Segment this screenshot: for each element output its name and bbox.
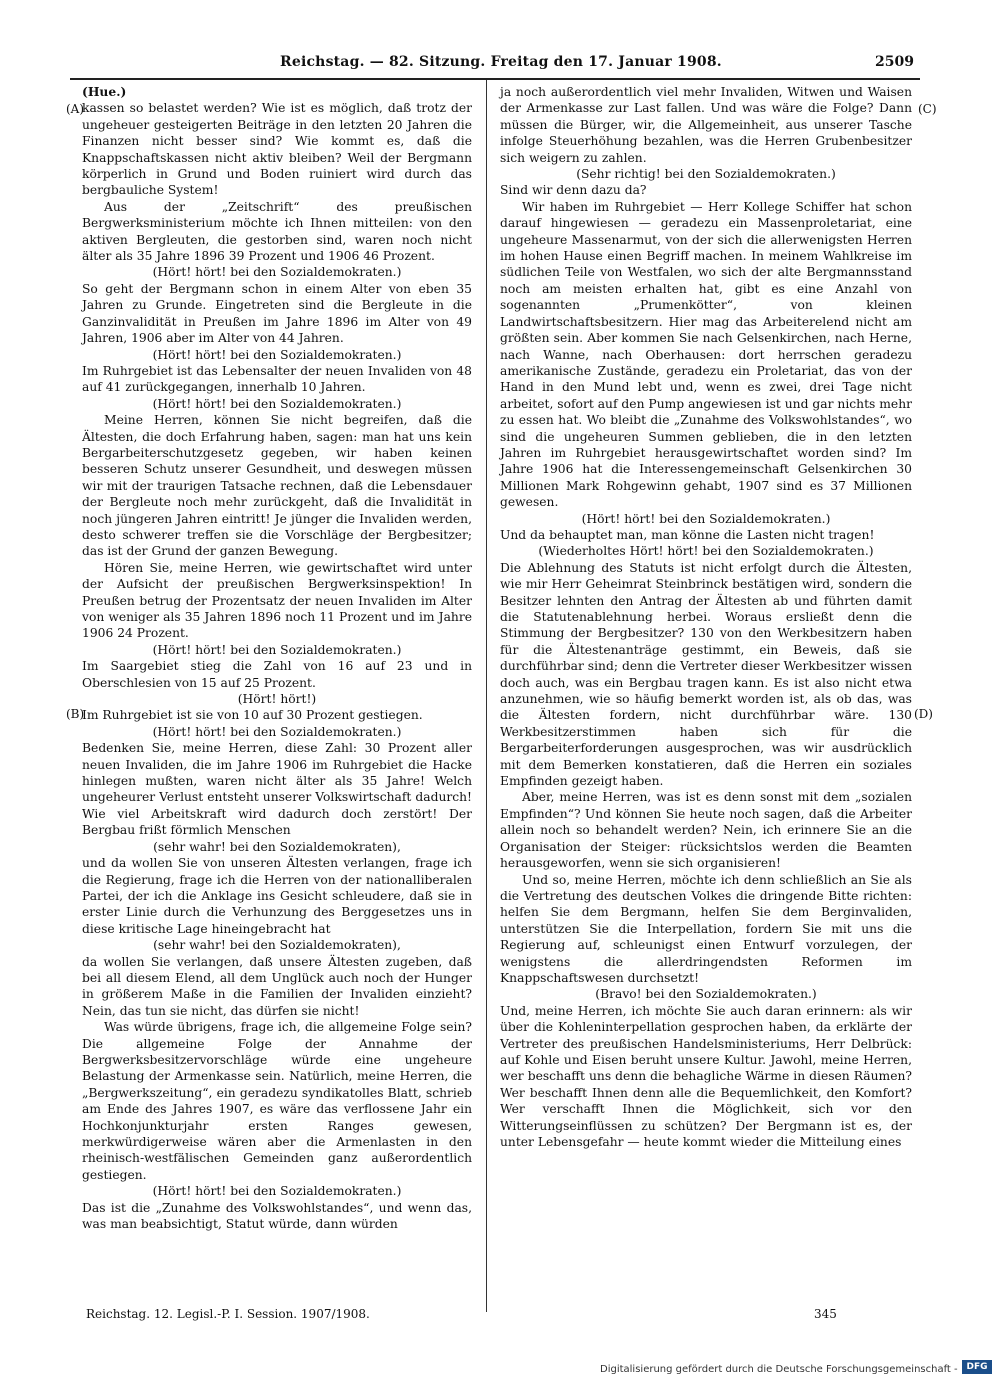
page-header xyxy=(70,52,920,80)
margin-mark-b: (B) xyxy=(66,707,85,721)
dfg-logo: DFG xyxy=(962,1360,992,1374)
right-paragraph: Und so, meine Herren, möchte ich denn schließlich an Sie als die Vertretung des deutschen Volkes die dringende Bitte richten: helfen Sie dem Bergmann, helfen Sie dem Berginvaliden, unterstützen Sie die Interpellation, fordern Sie mit uns die Regierung auf, schleunigst einen Entwurf vorzulegen, der wenigstens die allerdringendsten Reformen im Knappschaftswesen durchsetzt! xyxy=(500,872,912,985)
right-interjection: (Wiederholtes Hört! hört! bei den Sozialdemokraten.) xyxy=(538,544,874,559)
left-paragraph: So geht der Bergmann schon in einem Alter von eben 35 Jahren zu Grunde. Eingetreten sind die Bergleute in die Ganzinvalidität in Preußen im Jahre 1896 im Alter von 49 Jahren, 1906 aber im Alter von 44 Jahren. xyxy=(82,281,472,346)
right-interjection: (Sehr richtig! bei den Sozialdemokraten.) xyxy=(576,167,836,182)
left-paragraph: und da wollen Sie von unseren Ältesten verlangen, frage ich die Regierung, frage ich die Herren von der nationalliberalen Partei, der ich die Anklage ins Gesicht schleudere, daß sie in erster Linie durch die Verhunzung des Berggesetzes uns in diese kritische Lage hineingebracht hat xyxy=(82,856,472,936)
page-title: Reichstag. — 82. Sitzung. Freitag den 17. Januar 1908. xyxy=(280,54,722,70)
right-paragraph: Und da behauptet man, man könne die Lasten nicht tragen! xyxy=(500,527,875,542)
left-speaker-line xyxy=(82,84,472,100)
left-paragraph: da wollen Sie verlangen, daß unsere Ältesten zugeben, daß bei all diesem Elend, all dem Unglück auch noch der Hunger in größerem Maße in die Familien der Invaliden einzieht? Nein, das tun sie nicht, das dürfen sie nicht! xyxy=(82,954,472,1018)
left-interjection: (Hört! hört! bei den Sozialdemokraten.) xyxy=(152,347,402,362)
left-paragraph: Hören Sie, meine Herren, wie gewirtschaftet wird unter der Aufsicht der preußischen Bergwerksinspektion! In Preußen betrug der Prozentsatz der neuen Invaliden im Alter von weniger als 35 Jahren 1896 noch 11 Prozent und im Jahre 1906 24 Prozent. xyxy=(82,560,472,641)
footer-session-info: Reichstag. 12. Legisl.-P. I. Session. 1907/1908. xyxy=(86,1307,370,1321)
margin-mark-d: (D) xyxy=(914,707,933,721)
left-column xyxy=(82,84,472,1232)
right-paragraph: Wir haben im Ruhrgebiet — Herr Kollege Schiffer hat schon darauf hingewiesen — geradezu ein Massenproletariat, eine ungeheure Massenarmut, von der sich die allerwenigsten Herren im hohen Hause einen Begriff machen. In meinem Wahlkreise im südlichen Teile von Westfalen, wo sich der alte Bergmannsstand noch am meisten erhalten hat, gibt es eine Anzahl von sogenannten „Prumenkötter“, von kleinen Landwirtschaftsbesitzern. Hier mag das Arbeiterelend nicht am größten sein. Aber kommen Sie nach Gelsenkirchen, nach Herne, nach Wanne, nach Oberhausen: dort herrschen geradezu amerikanische Zustände, geradezu ein Proletariat, das von der Hand in den Mund lebt und, wenn es zwei, drei Tage nicht arbeitet, sofort auf den Pump angewiesen ist und gar nichts mehr zu essen hat. Wo bleibt die „Zunahme des Volkswohlstandes“, wo sind die ungeheuren Summen geblieben, die in den letzten Jahren im Ruhrgebiet herausgewirtschaftet worden sind? Im Jahre 1906 hat die Interessengemeinschaft Gelsenkirchen 30 Millionen Mark Rohgewinn gehabt, 1907 sind es 37 Millionen gewesen. xyxy=(500,199,912,510)
left-paragraph: Im Ruhrgebiet ist das Lebensalter der neuen Invaliden von 48 auf 41 zurückgegangen, innerhalb 10 Jahren. xyxy=(82,363,472,395)
left-interjection: (Hört! hört! bei den Sozialdemokraten.) xyxy=(152,396,402,411)
right-interjection: (Bravo! bei den Sozialdemokraten.) xyxy=(595,987,817,1002)
left-interjection: (Hört! hört! bei den Sozialdemokraten.) xyxy=(152,1184,402,1199)
right-column xyxy=(500,84,912,1150)
page-number: 2509 xyxy=(875,54,914,70)
digitization-note: Digitalisierung gefördert durch die Deutsche Forschungsgemeinschaft - xyxy=(600,1364,958,1375)
left-interjection: (Hört! hört! bei den Sozialdemokraten.) xyxy=(152,724,402,739)
left-paragraph: Im Saargebiet stieg die Zahl von 16 auf 23 und in Oberschlesien von 15 auf 25 Prozent. xyxy=(82,659,472,690)
speaker-label: (Hue.) xyxy=(82,84,127,99)
left-paragraph: Bedenken Sie, meine Herren, diese Zahl: 30 Prozent aller neuen Invaliden, die im Jahre 1906 im Ruhrgebiet die Hacke hinlegen mußten, waren nicht älter als 35 Jahre! Welch ungeheurer Verlust entsteht unserer Volkswirtschaft dadurch! Wie viel Arbeitskraft wird dadurch doch zerstört! Der Bergbau frißt förmlich Menschen xyxy=(82,741,472,838)
left-paragraph: kassen so belastet werden? Wie ist es möglich, daß trotz der ungeheuer gesteigerten Beiträge in den letzten 20 Jahren die Finanzen nicht besser sind? Wie kommt es, daß die Knappschaftskassen nicht aktiv bleiben? Weil der Bergmann körperlich in Grund und Boden ruiniert wird durch das bergbauliche System! xyxy=(82,101,472,198)
right-paragraph: Sind wir denn dazu da? xyxy=(500,183,647,198)
right-paragraph: Und, meine Herren, ich möchte Sie auch daran erinnern: als wir über die Kohleninterpellation gesprochen haben, da erklärte der Vertreter des preußischen Handelsministeriums, Herr Delbrück: auf Kohle und Eisen beruht unsere Kultur. Jawohl, meine Herren, wer beschafft uns denn die behagliche Wärme in diesen Räumen? Wer beschafft Ihnen denn alle die Bequemlichkeit, den Komfort? Wer verschafft Ihnen die Möglichkeit, sich vor den Witterungseinflüssen zu schützen? Der Bergmann ist es, der unter Lebensgefahr — heute kommt wieder die Mitteilung eines xyxy=(500,1003,912,1149)
right-paragraph: Aber, meine Herren, was ist es denn sonst mit dem „sozialen Empfinden“? Und können Sie heute noch sagen, daß die Arbeiter allein noch so behandelt werden? Nein, ich erinnere Sie an die Organisation der Steiger: rücksichtslos werden die Beamten herausgeworfen, wenn sie sich organisieren! xyxy=(500,790,912,871)
left-paragraph: Im Ruhrgebiet ist sie von 10 auf 30 Prozent gestiegen. xyxy=(82,708,423,723)
left-interjection: (Hört! hört!) xyxy=(237,692,317,707)
margin-mark-a: (A) xyxy=(66,102,85,116)
column-divider xyxy=(486,80,487,1312)
left-interjection: (sehr wahr! bei den Sozialdemokraten), xyxy=(153,839,401,854)
margin-mark-c: (C) xyxy=(918,102,937,116)
left-interjection: (Hört! hört! bei den Sozialdemokraten.) xyxy=(152,265,402,280)
left-paragraph: Was würde übrigens, frage ich, die allgemeine Folge sein? Die allgemeine Folge der Annahme der Bergwerksbesitzervorschläge würde eine ungeheure Belastung der Armenkasse sein. Natürlich, meine Herren, die „Bergwerkszeitung“, ein geradezu syndikatolles Blatt, schrieb am Ende des Jahres 1907, es wäre das verflossene Jahr ein Hochkonjunkturjahr ersten Ranges gewesen, merkwürdigerweise wären aber die Armenlasten in den rheinisch-westfälischen Gemeinden ganz außerordentlich gestiegen. xyxy=(82,1020,472,1182)
right-interjection: (Hört! hört! bei den Sozialdemokraten.) xyxy=(581,511,831,526)
left-interjection: (Hört! hört! bei den Sozialdemokraten.) xyxy=(152,642,402,657)
footer-sheet-number: 345 xyxy=(814,1307,837,1321)
left-paragraph: Aus der „Zeitschrift“ des preußischen Bergwerksministerium möchte ich Ihnen mitteilen: von den aktiven Bergleuten, die gestorben sind, waren noch nicht älter als 35 Jahre 1896 39 Prozent und 1906 46 Prozent. xyxy=(82,199,472,264)
left-paragraph: Das ist die „Zunahme des Volkswohlstandes“, und wenn das, was man beabsichtigt, Statut würde, dann würden xyxy=(82,1200,472,1232)
left-interjection: (sehr wahr! bei den Sozialdemokraten), xyxy=(153,938,401,953)
left-paragraph: Meine Herren, können Sie nicht begreifen, daß die Ältesten, die doch Erfahrung haben, sagen: man hat uns kein Bergarbeiterschutzgesetz gegeben, wir haben keinen besseren Schutz unserer Gesundheit, und deswegen müssen wir mit der traurigen Tatsache rechnen, daß die Lebensdauer der Bergleute noch mehr zurückgeht, daß die Invalidität in noch jüngeren Jahren eintritt! Je jünger die Invaliden werden, desto schwerer treffen sie die Vorschläge der Bergbesitzer; das ist der Grund der ganzen Bewegung. xyxy=(82,413,472,559)
right-paragraph: Die Ablehnung des Statuts ist nicht erfolgt durch die Ältesten, wie mir Herr Geheimrat Steinbrinck bestätigen wird, sondern die Besitzer lehnten den Antrag der Ältesten ab und führten damit die Statutenablehnung herbei. Woraus ersließt denn die Stimmung der Bergbesitzer? 130 von den Werkbesitzern haben für die Ältestenanträge gestimmt, ein Beweis, daß sie durchführbar sind; denn die Vertreter dieser Werkbesitzer wissen doch auch, was ein Bergbau tragen kann. Es ist also nicht etwa anzunehmen, wie so häufig bemerkt worden ist, als ob das, was die Ältesten fordern, nicht durchführbar wäre. 130 Werkbesitzerstimmen haben sich für die Bergarbeiterforderungen ausgesprochen, was wir ausdrücklich mit dem Bemerken konstatieren, daß die Herren ein soziales Empfinden gezeigt haben. xyxy=(500,560,912,789)
right-paragraph: ja noch außerordentlich viel mehr Invaliden, Witwen und Waisen der Armenkasse zur Last fallen. Und was wäre die Folge? Dann müssen die Bürger, wir, die Allgemeinheit, aus unserer Tasche infolge Steuerhöhung bezahlen, was die Herren Grubenbesitzer sich weigern zu zahlen. xyxy=(500,85,912,165)
